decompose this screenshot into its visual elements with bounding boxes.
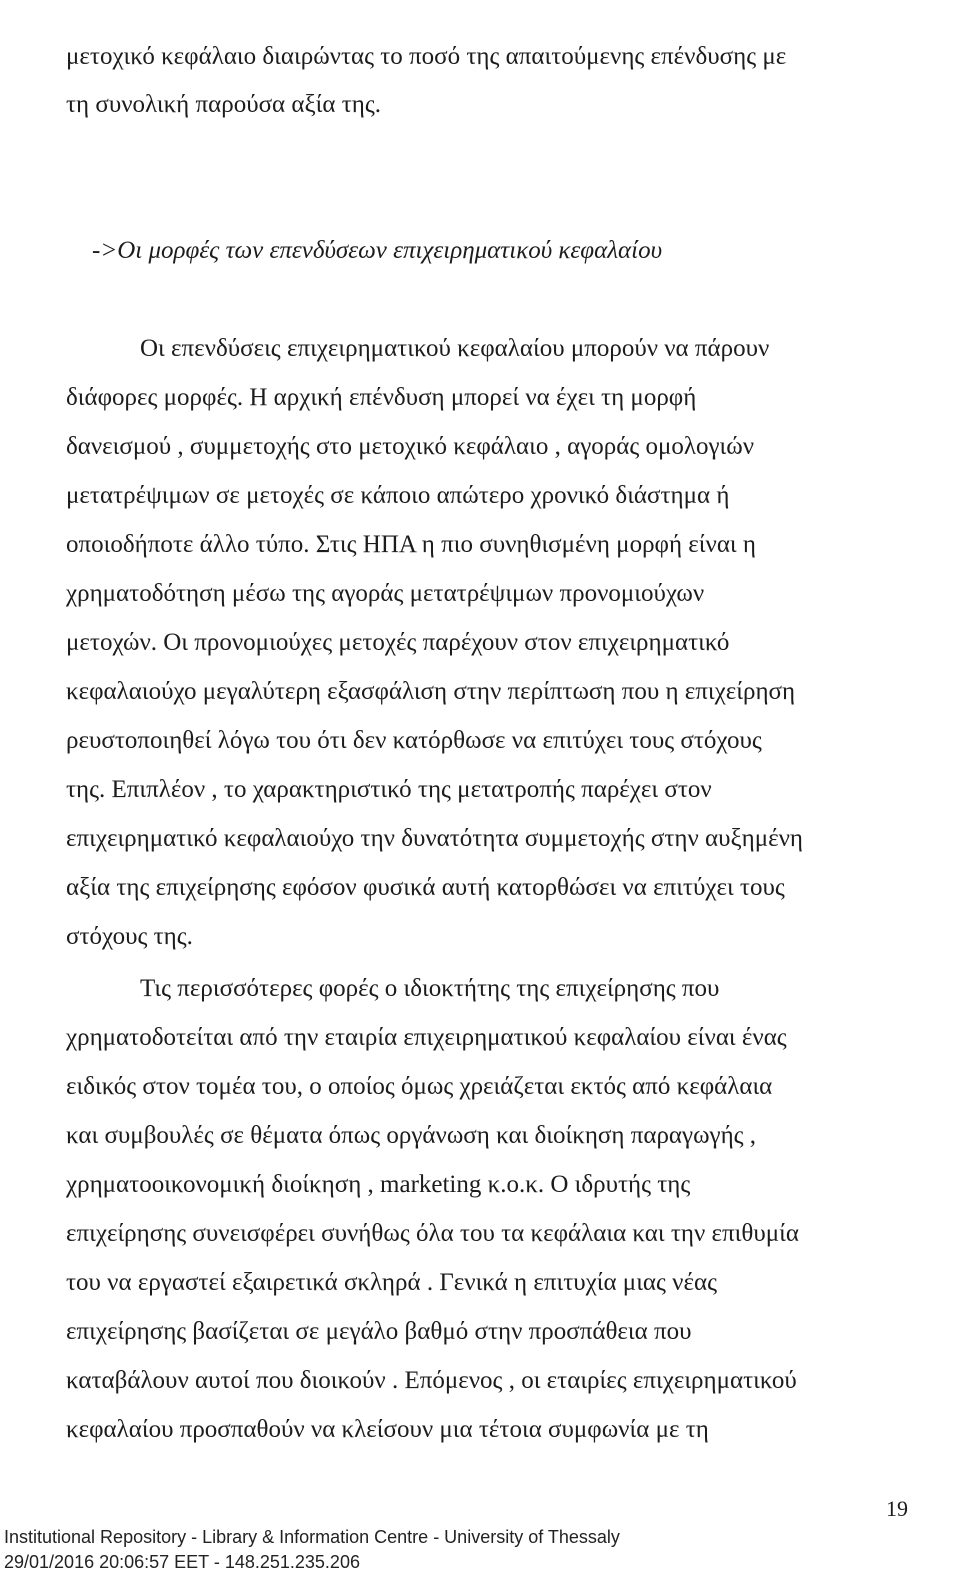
text-line: αξία της επιχείρησης εφόσον φυσικά αυτή κατορθώσει να επιτύχει τους [66, 874, 785, 901]
text-line: ειδικός στον τομέα του, ο οποίος όμως χρειάζεται εκτός από κεφάλαια [66, 1073, 773, 1100]
text-line: Τις περισσότερες φορές ο ιδιοκτήτης της επιχείρησης που [140, 975, 720, 1002]
text-line: και συμβουλές σε θέματα όπως οργάνωση και διοίκηση παραγωγής , [66, 1122, 757, 1149]
text-line: ρευστοποιηθεί λόγω του ότι δεν κατόρθωσε να επιτύχει τους στόχους [66, 727, 762, 754]
text-line: μετοχικό κεφάλαιο διαιρώντας το ποσό της απαιτούμενης επένδυσης με [66, 43, 787, 70]
text-line: χρηματοοικονομική διοίκηση , marketing κ.ο.κ. Ο ιδρυτής της [66, 1171, 691, 1198]
text-line: μετοχών. Οι προνομιούχες μετοχές παρέχουν στον επιχειρηματικό [66, 629, 730, 656]
text-line: καταβάλουν αυτοί που διοικούν . Επόμενος , οι εταιρίες επιχειρηματικού [66, 1367, 797, 1394]
repository-footer: Institutional Repository - Library & Information Centre - University of Thessaly [4, 1527, 620, 1547]
text-line: της. Επιπλέον , το χαρακτηριστικό της μετατροπής παρέχει στον [66, 776, 712, 803]
text-line: μετατρέψιμων σε μετοχές σε κάποιο απώτερο χρονικό διάστημα ή [66, 482, 730, 509]
text-line: του να εργαστεί εξαιρετικά σκληρά . Γενικά η επιτυχία μιας νέας [66, 1269, 717, 1296]
text-line: επιχειρηματικό κεφαλαιούχο την δυνατότητα συμμετοχής στην αυξημένη [66, 825, 803, 852]
page-number: 19 [886, 1496, 908, 1521]
text-line: οποιοδήποτε άλλο τύπο. Στις ΗΠΑ η πιο συνηθισμένη μορφή είναι η [66, 531, 756, 558]
text-line: χρηματοδοτείται από την εταιρία επιχειρηματικού κεφαλαίου είναι ένας [66, 1024, 787, 1051]
text-line: Οι επενδύσεις επιχειρηματικού κεφαλαίου μπορούν να πάρουν [140, 335, 770, 362]
text-line: στόχους της. [66, 923, 193, 950]
section-heading: ->Οι μορφές των επενδύσεων επιχειρηματικού κεφαλαίου [92, 237, 663, 264]
text-line: κεφαλαιούχο μεγαλύτερη εξασφάλιση στην περίπτωση που η επιχείρηση [66, 678, 796, 705]
text-line: επιχείρησης βασίζεται σε μεγάλο βαθμό στην προσπάθεια που [66, 1318, 692, 1345]
text-line: χρηματοδότηση μέσω της αγοράς μετατρέψιμων προνομιούχων [66, 580, 705, 607]
text-line: κεφαλαίου προσπαθούν να κλείσουν μια τέτοια συμφωνία με τη [66, 1416, 709, 1443]
text-line: τη συνολική παρούσα αξία της. [66, 91, 381, 118]
download-timestamp: 29/01/2016 20:06:57 EET - 148.251.235.206 [4, 1552, 360, 1572]
text-line: επιχείρησης συνεισφέρει συνήθως όλα του τα κεφάλαια και την επιθυμία [66, 1220, 799, 1247]
text-line: δανεισμού , συμμετοχής στο μετοχικό κεφάλαιο , αγοράς ομολογιών [66, 433, 755, 460]
text-line: διάφορες μορφές. Η αρχική επένδυση μπορεί να έχει τη μορφή [66, 384, 697, 411]
